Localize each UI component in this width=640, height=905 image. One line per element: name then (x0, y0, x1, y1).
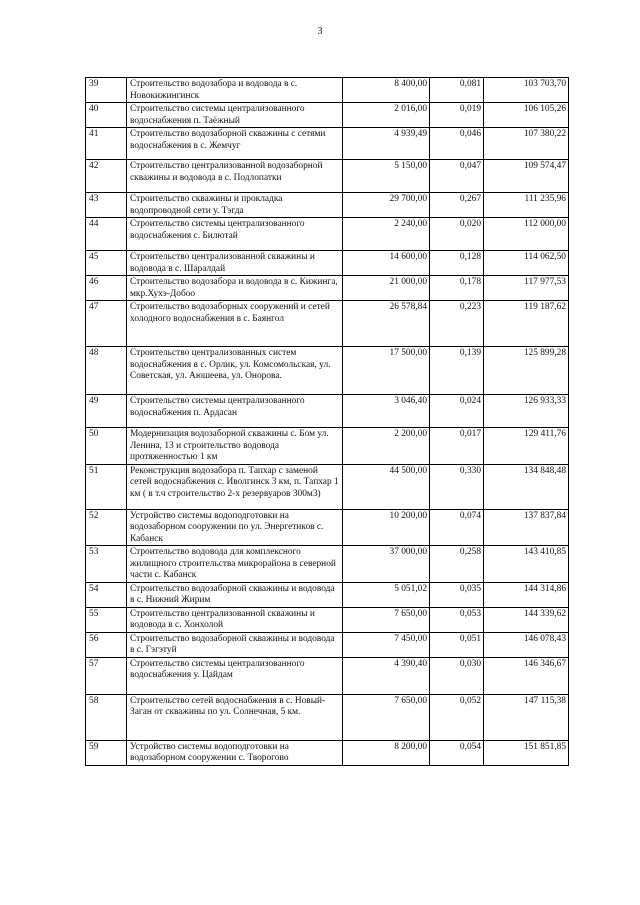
row-number: 51 (86, 464, 127, 509)
project-cost: 7 450,00 (343, 632, 430, 657)
project-cost: 2 016,00 (343, 103, 430, 128)
row-number: 56 (86, 632, 127, 657)
project-share: 0,267 (430, 193, 484, 218)
table-row (86, 607, 569, 632)
row-number: 39 (86, 78, 127, 103)
project-share: 0,020 (430, 218, 484, 251)
project-share: 0,052 (430, 694, 484, 740)
table-row (86, 546, 569, 583)
cumulative-total: 107 380,22 (484, 128, 569, 160)
row-number: 45 (86, 251, 127, 276)
project-name: Строительство системы централизованного водоснабжения у. Цайдам (127, 657, 343, 694)
cumulative-total: 129 411,76 (484, 428, 569, 465)
table-row (86, 740, 569, 765)
project-cost: 5 150,00 (343, 160, 430, 193)
table-row (86, 464, 569, 509)
project-cost: 37 000,00 (343, 546, 430, 583)
cumulative-total: 112 000,00 (484, 218, 569, 251)
project-share: 0,178 (430, 276, 484, 301)
project-cost: 21 000,00 (343, 276, 430, 301)
row-number: 57 (86, 657, 127, 694)
table-row (86, 276, 569, 301)
table-row (86, 428, 569, 465)
project-name: Устройство системы водоподготовки на водозаборном сооружении с. Творогово (127, 740, 343, 765)
table-row (86, 301, 569, 347)
projects-table-body (86, 78, 569, 766)
project-share: 0,330 (430, 464, 484, 509)
project-name: Реконструкция водозабора п. Тапхар с заменой сетей водоснабжения с. Иволгинск 3 км, п. Тапхар 1 км ( в т.ч строительство 2-х резервуаров 300м3) (127, 464, 343, 509)
project-share: 0,258 (430, 546, 484, 583)
project-name: Строительство централизованной скважины и водовода в с. Шаралдай (127, 251, 343, 276)
project-share: 0,047 (430, 160, 484, 193)
row-number: 52 (86, 509, 127, 546)
project-cost: 3 046,40 (343, 395, 430, 428)
table-row (86, 509, 569, 546)
row-number: 53 (86, 546, 127, 583)
cumulative-total: 109 574,47 (484, 160, 569, 193)
row-number: 55 (86, 607, 127, 632)
project-cost: 26 578,84 (343, 301, 430, 347)
project-name: Строительство централизованных систем водоснабжения в с. Орлик, ул. Комсомольская, ул. Советская, ул. Аюшеева, ул. Онорова. (127, 347, 343, 395)
project-share: 0,051 (430, 632, 484, 657)
project-cost: 4 939,49 (343, 128, 430, 160)
table-row (86, 657, 569, 694)
cumulative-total: 114 062,50 (484, 251, 569, 276)
project-name: Строительство системы централизованного водоснабжения п. Таёжный (127, 103, 343, 128)
project-share: 0,074 (430, 509, 484, 546)
row-number: 48 (86, 347, 127, 395)
table-row (86, 694, 569, 740)
cumulative-total: 111 235,96 (484, 193, 569, 218)
table-row (86, 347, 569, 395)
row-number: 58 (86, 694, 127, 740)
table-row (86, 582, 569, 607)
project-cost: 17 500,00 (343, 347, 430, 395)
table-row (86, 193, 569, 218)
project-cost: 4 390,40 (343, 657, 430, 694)
project-name: Строительство скважины и прокладка водопроводной сети у. Тэгда (127, 193, 343, 218)
project-share: 0,035 (430, 582, 484, 607)
project-cost: 7 650,00 (343, 694, 430, 740)
page-number: 3 (317, 26, 323, 37)
project-name: Устройство системы водоподготовки на водозаборном сооружении по ул. Энергетиков с. Кабанск (127, 509, 343, 546)
project-cost: 44 500,00 (343, 464, 430, 509)
project-name: Модернизация водозаборной скважины с. Бом ул. Ленина, 13 и строительство водовода протяженностью 1 км (127, 428, 343, 465)
project-cost: 5 051,02 (343, 582, 430, 607)
project-share: 0,046 (430, 128, 484, 160)
project-cost: 2 240,00 (343, 218, 430, 251)
project-name: Строительство системы централизованного водоснабжения с. Билютай (127, 218, 343, 251)
project-cost: 8 400,00 (343, 78, 430, 103)
cumulative-total: 143 410,85 (484, 546, 569, 583)
project-share: 0,223 (430, 301, 484, 347)
project-share: 0,019 (430, 103, 484, 128)
cumulative-total: 125 899,28 (484, 347, 569, 395)
project-name: Строительство системы централизованного водоснабжения п. Ардасан (127, 395, 343, 428)
project-share: 0,128 (430, 251, 484, 276)
table-row (86, 218, 569, 251)
cumulative-total: 144 339,62 (484, 607, 569, 632)
project-share: 0,081 (430, 78, 484, 103)
project-share: 0,024 (430, 395, 484, 428)
project-name: Строительство централизованной водозаборной скважины и водовода в с. Подлопатки (127, 160, 343, 193)
row-number: 59 (86, 740, 127, 765)
project-share: 0,030 (430, 657, 484, 694)
project-cost: 2 200,00 (343, 428, 430, 465)
cumulative-total: 144 314,86 (484, 582, 569, 607)
cumulative-total: 106 105,26 (484, 103, 569, 128)
table-row (86, 395, 569, 428)
table-row (86, 632, 569, 657)
cumulative-total: 117 977,53 (484, 276, 569, 301)
project-name: Строительство централизованной скважины и водовода в с. Хонхолой (127, 607, 343, 632)
cumulative-total: 103 703,70 (484, 78, 569, 103)
cumulative-total: 126 933,33 (484, 395, 569, 428)
table-row (86, 128, 569, 160)
project-cost: 8 200,00 (343, 740, 430, 765)
project-name: Строительство водозабора и водовода в с. Новокижингинск (127, 78, 343, 103)
row-number: 43 (86, 193, 127, 218)
project-share: 0,017 (430, 428, 484, 465)
project-name: Строительство водозаборной скважины и водовода в с. Гэгэтуй (127, 632, 343, 657)
cumulative-total: 147 115,38 (484, 694, 569, 740)
table-row (86, 78, 569, 103)
project-name: Строительство водозаборных сооружений и сетей холодного водоснабжения в с. Баянгол (127, 301, 343, 347)
table-row (86, 160, 569, 193)
cumulative-total: 146 346,67 (484, 657, 569, 694)
project-name: Строительство водозаборной скважины и водовода в с. Нижний Жирим (127, 582, 343, 607)
cumulative-total: 151 851,85 (484, 740, 569, 765)
table-row (86, 103, 569, 128)
row-number: 46 (86, 276, 127, 301)
project-name: Строительство водовода для комплексного жилищного строительства микрорайона в северной части с. Кабанск (127, 546, 343, 583)
row-number: 54 (86, 582, 127, 607)
project-share: 0,139 (430, 347, 484, 395)
row-number: 50 (86, 428, 127, 465)
project-cost: 29 700,00 (343, 193, 430, 218)
row-number: 40 (86, 103, 127, 128)
row-number: 47 (86, 301, 127, 347)
cumulative-total: 134 848,48 (484, 464, 569, 509)
cumulative-total: 119 187,62 (484, 301, 569, 347)
row-number: 42 (86, 160, 127, 193)
project-share: 0,053 (430, 607, 484, 632)
project-cost: 7 650,00 (343, 607, 430, 632)
row-number: 41 (86, 128, 127, 160)
project-name: Строительство водозаборной скважины с сетями водоснабжения в с. Жемчуг (127, 128, 343, 160)
cumulative-total: 146 078,43 (484, 632, 569, 657)
project-cost: 10 200,00 (343, 509, 430, 546)
project-cost: 14 600,00 (343, 251, 430, 276)
table-row (86, 251, 569, 276)
project-share: 0,054 (430, 740, 484, 765)
project-name: Строительство водозабора и водовода в с. Кижинга, мкр.Хухэ-Добоо (127, 276, 343, 301)
project-name: Строительство сетей водоснабжения в с. Новый-Заган от скважины по ул. Солнечная, 5 км. (127, 694, 343, 740)
row-number: 49 (86, 395, 127, 428)
cumulative-total: 137 837,84 (484, 509, 569, 546)
row-number: 44 (86, 218, 127, 251)
projects-table (85, 77, 569, 766)
